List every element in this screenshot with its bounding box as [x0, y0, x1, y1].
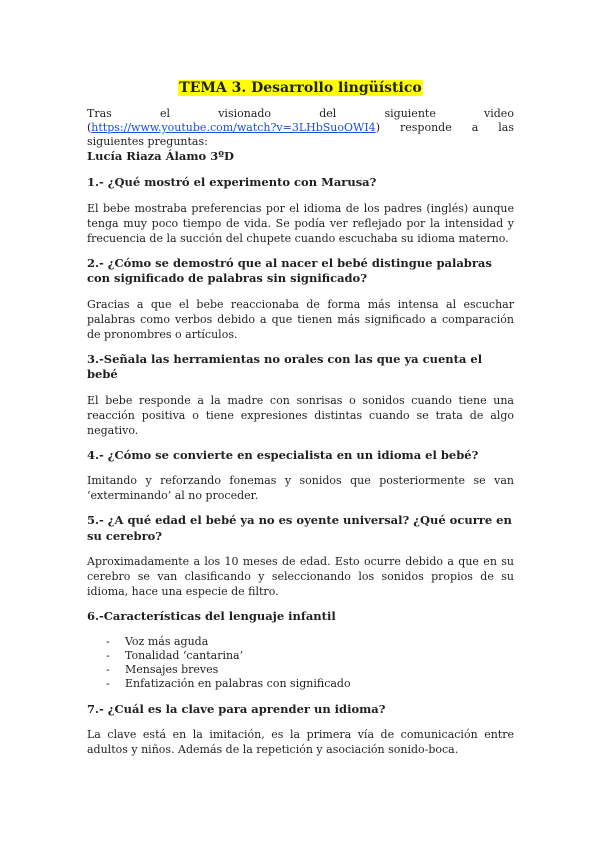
characteristics-list	[87, 635, 514, 691]
list-item-text: Tonalidad ‘cantarina’	[125, 648, 244, 662]
intro-after-link: ) responde a las siguientes preguntas:	[87, 121, 514, 148]
list-dash: -	[106, 662, 110, 676]
list-item	[106, 677, 514, 691]
intro-line-2	[87, 121, 514, 149]
list-item	[106, 663, 514, 677]
list-dash: -	[106, 676, 110, 690]
list-item	[106, 635, 514, 649]
intro-word: siguiente	[384, 107, 436, 120]
list-item-text: Voz más aguda	[125, 634, 209, 648]
question-3: 3.-Señala las herramientas no orales con las que ya cuenta el bebé	[87, 351, 483, 381]
intro-word: visionado	[218, 107, 272, 120]
intro-word: video	[484, 107, 514, 120]
intro-word: el	[160, 107, 171, 120]
document-body	[87, 79, 514, 767]
author-name: Lucía Riaza Álamo 3ºD	[87, 149, 234, 163]
list-dash: -	[106, 648, 110, 662]
list-item-text: Mensajes breves	[125, 662, 219, 676]
answer-1: El bebe mostraba preferencias por el idioma de los padres (inglés) aunque tenga muy poco tiempo de vida. Se podía ver reflejado por la intensidad y frecuencia de la succión del chupete cuando escuchaba su idioma materno.	[87, 201, 514, 245]
question-4: 4.- ¿Cómo se convierte en especialista en un idioma el bebé?	[87, 447, 479, 462]
question-2: 2.- ¿Cómo se demostró que al nacer el bebé distingue palabras con significado de palabras sin significado?	[87, 255, 492, 285]
question-1: 1.- ¿Qué mostró el experimento con Marusa?	[87, 175, 377, 189]
video-link[interactable]: https://www.youtube.com/watch?v=3LHbSuoOWI4	[91, 121, 376, 134]
intro-line-1	[87, 107, 514, 121]
question-5: 5.- ¿A qué edad el bebé ya no es oyente universal? ¿Qué ocurre en su cerebro?	[87, 513, 512, 543]
list-dash: -	[106, 634, 110, 648]
list-item	[106, 649, 514, 663]
answer-2: Gracias a que el bebe reaccionaba de forma más intensa al escuchar palabras como verbos debido a que tienen más significado a comparación de pronombres o artículos.	[87, 297, 514, 341]
intro-word: del	[319, 107, 337, 120]
intro-open-paren: (	[87, 121, 92, 134]
question-6: 6.-Características del lenguaje infantil	[87, 609, 336, 623]
answer-3: El bebe responde a la madre con sonrisas o sonidos cuando tiene una reacción positiva o tiene expresiones distintas cuando se trata de algo negativo.	[87, 393, 514, 437]
page-title	[87, 79, 514, 97]
answer-4: Imitando y reforzando fonemas y sonidos que posteriormente se van ‘exterminando’ al no proceder.	[87, 474, 514, 502]
intro-paragraph	[87, 107, 514, 149]
title-highlight: TEMA 3. Desarrollo lingüístico	[179, 80, 422, 96]
answer-7: La clave está en la imitación, es la primera vía de comunicación entre adultos y niños. Además de la repetición y asociación sonido-boca.	[87, 728, 514, 756]
list-item-text: Enfatización en palabras con significado	[125, 676, 351, 690]
intro-word: Tras	[87, 107, 112, 120]
answer-5: Aproximadamente a los 10 meses de edad. Esto ocurre debido a que en su cerebro se van clasificando y seleccionando los sonidos propios de su idioma, hace una especie de filtro.	[87, 555, 514, 598]
question-7: 7.- ¿Cuál es la clave para aprender un idioma?	[87, 701, 386, 716]
